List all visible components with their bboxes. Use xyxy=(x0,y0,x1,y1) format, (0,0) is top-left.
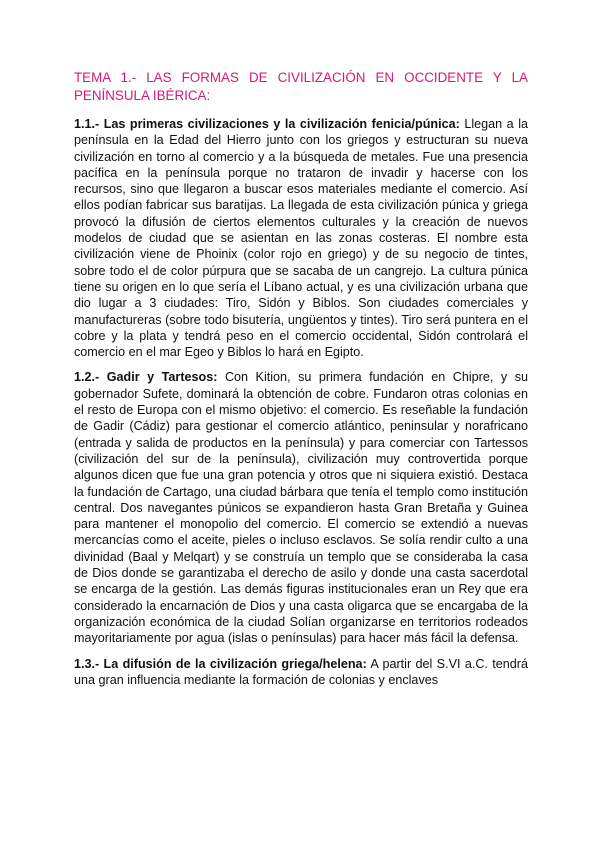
document-page xyxy=(74,69,528,697)
page-title: TEMA 1.- LAS FORMAS DE CIVILIZACIÓN EN OCCIDENTE Y LA PENÍNSULA IBÉRICA: xyxy=(74,70,528,103)
section-1-1-body: Llegan a la península en la Edad del Hierro junto con los griegos y estructuran su nueva civilización en torno al comercio y a la búsqueda de metales. Fue una presencia pacífica en la península porque no trataron de invadir y hacerse con los recursos, sino que llegaron a buscar esos materiales mediante el comercio. Así ellos podían fabricar sus baratijas. La llegada de esta civilización púnica y griega provocó la difusión de ciertos elementos culturales y la creación de nuevos modelos de ciudad que se asientan en las zonas costeras. El nombre esta civilización viene de Phoinix (color rojo en griego) y de su negocio de tintes, sobre todo el de color púrpura que se sacaba de un cangrejo. La cultura púnica tiene su origen en lo que sería el Líbano actual, y es una civilización urbana que dio lugar a 3 ciudades: Tiro, Sidón y Biblos. Son ciudades comerciales y manufactureras (sobre todo bisutería, ungüentos y tintes). Tiro será puntera en el cobre y la plata y tendrá peso en el comercio occidental, Sidón controlará el comercio en el mar Egeo y Biblos lo hará en Egipto. xyxy=(74,117,528,360)
section-1-2-heading: 1.2.- Gadir y Tartesos: xyxy=(74,370,218,385)
section-1-2 xyxy=(74,369,528,646)
section-1-3 xyxy=(74,656,528,689)
section-1-3-body: A partir del S.VI a.C. tendrá una gran influencia mediante la formación de colonias y enclaves xyxy=(74,656,528,687)
section-1-1-heading: 1.1.- Las primeras civilizaciones y la civilización fenicia/púnica: xyxy=(74,117,460,131)
section-1-3-heading: 1.3.- La difusión de la civilización griega/helena: xyxy=(74,656,367,671)
section-1-2-body: Con Kition, su primera fundación en Chipre, y su gobernador Sufete, dominará la obtención de cobre. Fundaron otras colonias en el resto de Europa con el mismo objetivo: el comercio. Es reseñable la fundación de Gadir (Cádiz) para gestionar el comercio atlántico, peninsular y norafricano (entrada y salida de productos en la península) y para comerciar con Tartessos (civilización del sur de la península), civilización muy controvertida porque algunos dicen que fue una gran potencia y otros que ni siquiera existió. Destaca la fundación de Cartago, una ciudad bárbara que tenía el templo como institución central. Dos navegantes púnicos se expandieron hasta Gran Bretaña y Guinea para mantener el monopolio del comercio. El comercio se extendió a nuevas mercancías como el aceite, pieles o incluso esclavos. Se solía rendir culto a una divinidad (Baal y Melqart) y se construía un templo que se consideraba la casa de Dios donde se garantizaba el derecho de asilo y donde una casta sacerdotal se encarga de la gestión. Las demás figuras institucionales eran un Rey que era considerado la encarnación de Dios y una casta oligarca que se encargaba de la organización económica de la ciudad Solían organizarse en territorios rodeados mayoritariamente por agua (islas o penínsulas) para hacer más fácil la defensa. xyxy=(74,370,529,646)
section-1-1 xyxy=(74,116,528,360)
